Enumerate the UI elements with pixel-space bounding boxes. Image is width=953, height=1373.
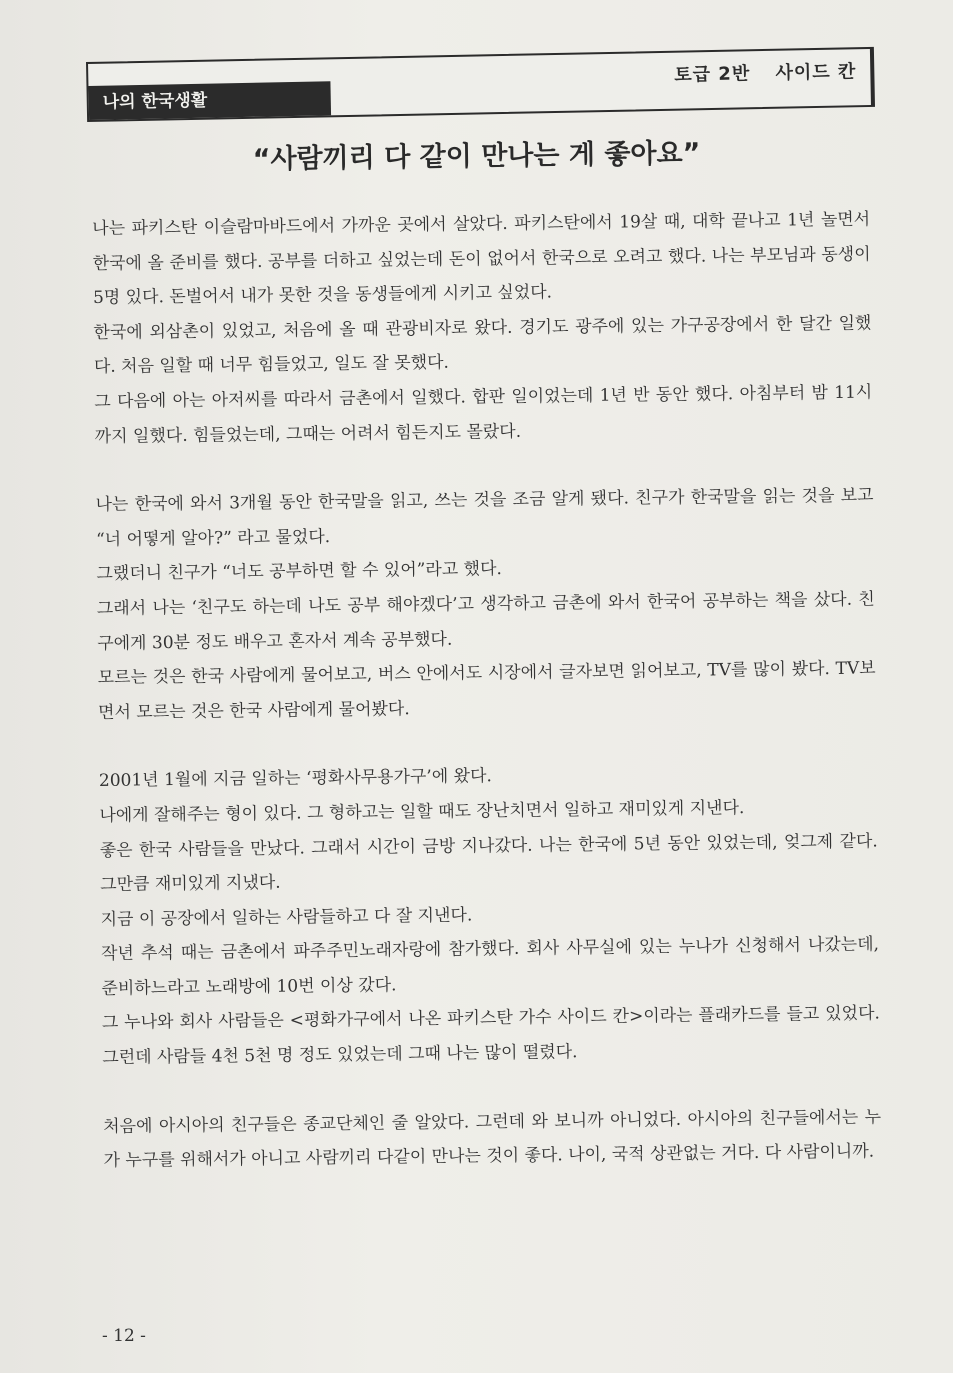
article-title: “사람끼리 다 같이 만나는 게 좋아요” [252, 137, 701, 176]
paragraph: 처음에 아시아의 친구들은 종교단체인 줄 알았다. 그런데 와 보니까 아니었다. 아시아의 친구들에서는 누가 누구를 위해서가 아니고 사람끼리 다같이 만나는 것이 좋다. 나이, 국적 상관없는 거다. 다 사람이니까. [103, 1107, 882, 1172]
paragraph: 작년 추석 때는 금촌에서 파주주민노래자랑에 참가했다. 회사 사무실에 있는 누나가 신청해서 나갔는데, 준비하느라고 노래방에 10번 이상 갔다. [100, 934, 880, 999]
paragraph: 그 다음에 아는 아저씨를 따라서 금촌에서 일했다. 합판 일이었는데 1년 반 동안 했다. 아침부터 밤 11시까지 일했다. 힘들었는데, 그때는 어려서 힘든지도 몰랐다. [94, 382, 873, 447]
paragraph: 그래서 나는 ‘친구도 하는데 나도 공부 해야겠다’고 생각하고 금촌에 와서 한국어 공부하는 책을 샀다. 친구에게 30분 정도 배우고 혼자서 계속 공부했다. [96, 589, 875, 654]
page-number: - 12 - [102, 1326, 146, 1346]
paragraph: 한국에 외삼촌이 있었고, 처음에 올 때 관광비자로 왔다. 경기도 광주에 있는 가구공장에서 한 달간 일했다. 처음 일할 때 너무 힘들었고, 일도 잘 못했다. [93, 313, 872, 378]
paragraph: 나는 한국에 와서 3개월 동안 한국말을 읽고, 쓰는 것을 조금 알게 됐다. 친구가 한국말을 읽는 것을 보고 “너 어떻게 알아?” 라고 물었다. [95, 485, 874, 550]
paragraph: 모르는 것은 한국 사람에게 물어보고, 버스 안에서도 시장에서 글자보면 읽어보고, TV를 많이 봤다. TV보면서 모르는 것은 한국 사람에게 물어봤다. [97, 658, 876, 723]
section-header [86, 47, 875, 122]
paragraph: 그랬더니 친구가 “너도 공부하면 할 수 있어”라고 했다. [96, 559, 503, 585]
article-body [92, 202, 882, 1178]
section-label: 나의 한국생활 [88, 81, 331, 120]
author-name: 사이드 칸 [775, 61, 857, 84]
paragraph: 나에게 잘해주는 형이 있다. 그 형하고는 일할 때도 장난치면서 일하고 재미있게 지낸다. [99, 797, 745, 826]
paragraph: 나는 파키스탄 이슬람마바드에서 가까운 곳에서 살았다. 파키스탄에서 19살 때, 대학 끝나고 1년 놀면서 한국에 올 준비를 했다. 공부를 더하고 싶었는데 돈이 없어서 한국으로 오려고 했다. 나는 부모님과 동생이 5명 있다. 돈벌어서 내가 못한 것을 동생들에게 시키고 싶었다. [92, 209, 871, 309]
author-group: 토급 2반 [674, 63, 751, 86]
paragraph: 지금 이 공장에서 일하는 사람들하고 다 잘 지낸다. [100, 905, 473, 930]
paragraph: 그 누나와 회사 사람들은 <평화가구에서 나온 파키스탄 가수 사이드 칸>이라는 플래카드를 들고 있었다. 그런데 사람들 4천 5천 명 정도 있었는데 그때 나는 많이 떨렸다. [101, 1003, 880, 1068]
paragraph: 좋은 한국 사람들을 만났다. 그래서 시간이 금방 지나갔다. 나는 한국에 5년 동안 있었는데, 엊그제 같다. 그만큼 재미있게 지냈다. [99, 830, 878, 896]
author-info [656, 57, 857, 87]
paragraph: 2001년 1월에 지금 일하는 ‘평화사무용가구’에 왔다. [98, 766, 492, 792]
